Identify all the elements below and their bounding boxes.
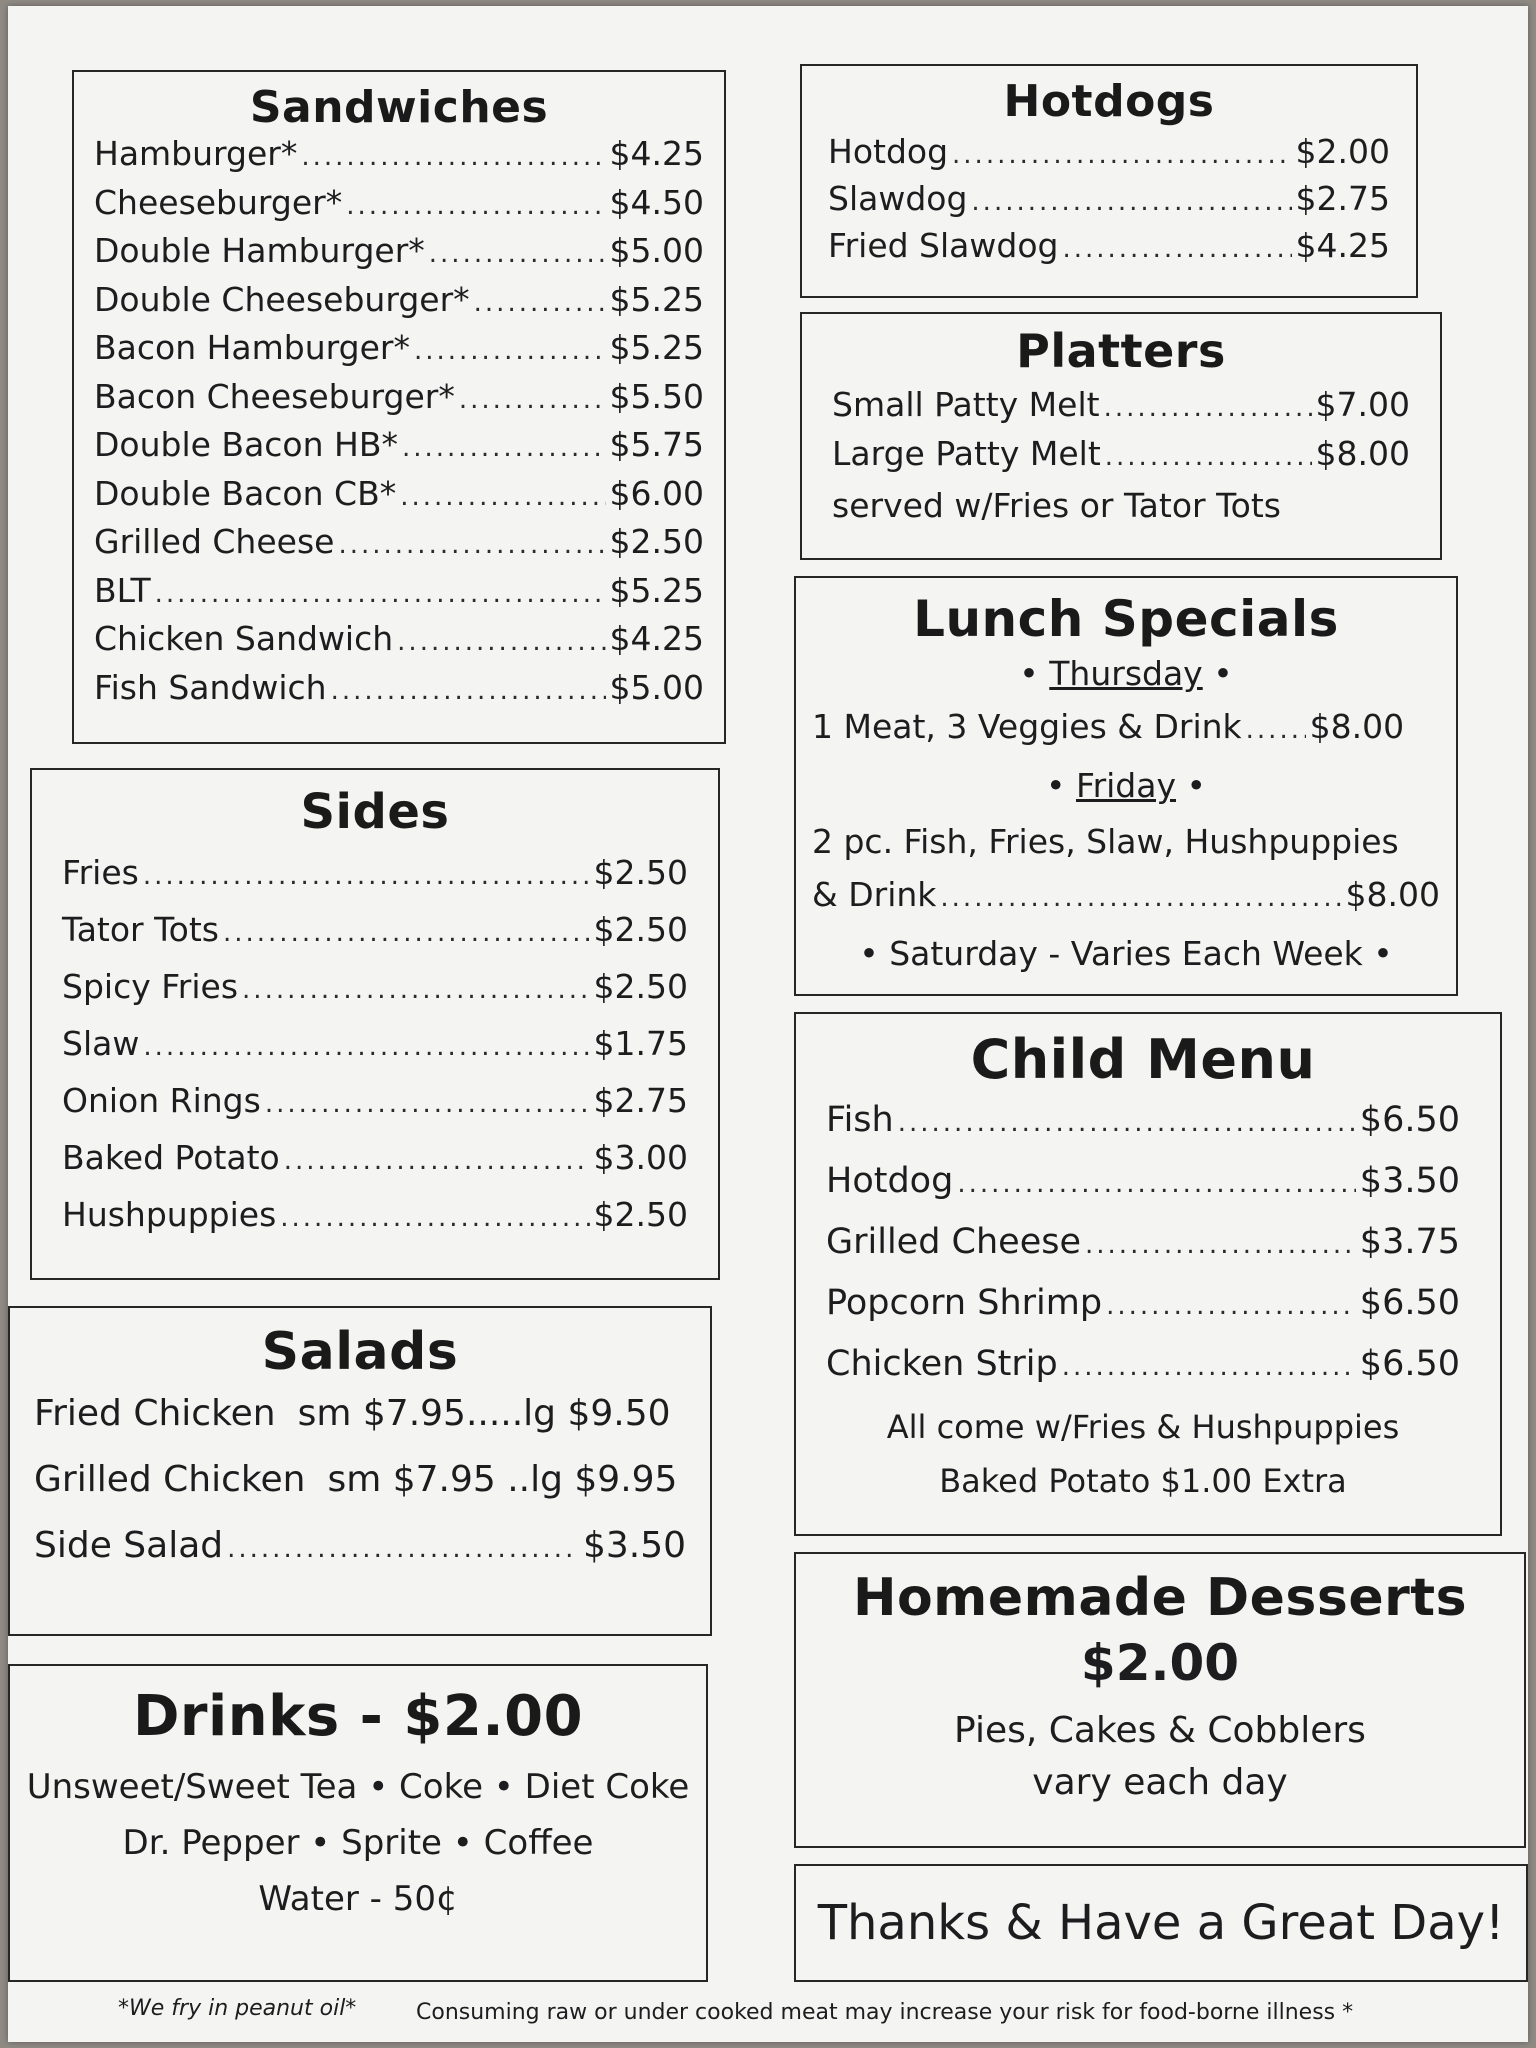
child-menu-section — [794, 1012, 1502, 1536]
thursday-label: Thursday — [1049, 654, 1203, 693]
thanks-section — [794, 1864, 1528, 1982]
drinks-line-1: Unsweet/Sweet Tea • Coke • Diet Coke — [26, 1767, 690, 1807]
child-menu-list — [826, 1100, 1460, 1408]
hotdogs-list — [828, 132, 1390, 276]
hotdogs-section — [800, 64, 1418, 298]
friday-special-line: 2 pc. Fish, Fries, Slaw, Hushpuppies — [812, 822, 1399, 861]
friday-label: Friday — [1075, 766, 1176, 805]
menu-item: Large Patty Melt ..... $8.00 — [832, 437, 1410, 486]
menu-item: Double Cheeseburger* ..... $5.25 — [94, 283, 704, 332]
menu-item: Chicken Strip ..... $6.50 — [826, 1347, 1460, 1408]
menu-item: Bacon Hamburger* ..... $5.25 — [94, 331, 704, 380]
desserts-line-2: vary each day — [1032, 1762, 1288, 1803]
thursday-special: 1 Meat, 3 Veggies & Drink ..... $8.00 — [812, 710, 1440, 766]
menu-item: Fries ..... $2.50 — [62, 856, 688, 913]
menu-item: Grilled Cheese ..... $3.75 — [826, 1225, 1460, 1286]
menu-item: Chicken Sandwich ..... $4.25 — [94, 622, 704, 671]
menu-item: Onion Rings ..... $2.75 — [62, 1084, 688, 1141]
thanks-message: Thanks & Have a Great Day! — [817, 1895, 1505, 1951]
child-menu-note-2: Baked Potato $1.00 Extra — [939, 1462, 1347, 1500]
drinks-line-3: Water - 50¢ — [258, 1879, 458, 1919]
menu-item: Side Salad ..... $3.50 — [34, 1528, 686, 1594]
child-menu-note-1: All come w/Fries & Hushpuppies — [886, 1408, 1400, 1446]
menu-item: Grilled Cheese ..... $2.50 — [94, 525, 704, 574]
sides-title: Sides — [300, 784, 450, 840]
menu-item: Fried Slawdog ..... $4.25 — [828, 229, 1390, 276]
menu-item: Fish Sandwich ..... $5.00 — [94, 671, 704, 720]
hotdogs-title: Hotdogs — [1003, 76, 1215, 127]
menu-item: Cheeseburger* ..... $4.50 — [94, 186, 704, 235]
menu-sheet — [8, 6, 1528, 2042]
salads-title: Salads — [261, 1322, 459, 1382]
drinks-line-2: Dr. Pepper • Sprite • Coffee — [122, 1823, 594, 1863]
menu-item: Small Patty Melt ..... $7.00 — [832, 388, 1410, 437]
platters-section — [800, 312, 1442, 560]
menu-item: Fried Chicken sm $7.95.....lg $9.50 — [34, 1393, 671, 1434]
menu-item: Double Bacon CB* ..... $6.00 — [94, 477, 704, 526]
sandwiches-section — [72, 70, 726, 744]
child-menu-title: Child Menu — [970, 1028, 1316, 1091]
menu-item: Hotdog ..... $3.50 — [826, 1164, 1460, 1225]
menu-item: Hamburger* ..... $4.25 — [94, 137, 704, 186]
menu-item: BLT ..... $5.25 — [94, 574, 704, 623]
friday-special: & Drink ..... $8.00 — [812, 878, 1440, 934]
sandwiches-title: Sandwiches — [249, 82, 549, 133]
menu-item: Tator Tots ..... $2.50 — [62, 913, 688, 970]
desserts-price: $2.00 — [1080, 1634, 1240, 1692]
desserts-section — [794, 1552, 1526, 1848]
salads-section — [8, 1306, 712, 1636]
lunch-specials-section — [794, 576, 1458, 996]
friday-heading: • Friday • — [1046, 766, 1206, 805]
platters-list — [832, 385, 1410, 535]
lunch-specials-title: Lunch Specials — [913, 590, 1339, 648]
menu-item: Bacon Cheeseburger* ..... $5.50 — [94, 380, 704, 429]
drinks-section — [8, 1664, 708, 1982]
menu-item: Double Hamburger* ..... $5.00 — [94, 234, 704, 283]
menu-item: Double Bacon HB* ..... $5.75 — [94, 428, 704, 477]
menu-item: Spicy Fries ..... $2.50 — [62, 970, 688, 1027]
drinks-title: Drinks - $2.00 — [132, 1684, 584, 1749]
saturday-special: • Saturday - Varies Each Week • — [859, 934, 1393, 973]
thursday-heading: • Thursday • — [1019, 654, 1233, 693]
menu-item: Hotdog ..... $2.00 — [828, 135, 1390, 182]
menu-item: Fish ..... $6.50 — [826, 1103, 1460, 1164]
salads-list — [34, 1393, 686, 1594]
sides-section — [30, 768, 720, 1280]
menu-item: Slawdog ..... $2.75 — [828, 182, 1390, 229]
menu-item: Grilled Chicken sm $7.95 ..lg $9.95 — [34, 1459, 678, 1500]
menu-item: Slaw ..... $1.75 — [62, 1027, 688, 1084]
sandwiches-list — [94, 134, 704, 719]
platters-note: served w/Fries or Tator Tots — [832, 486, 1281, 525]
desserts-title: Homemade Desserts — [852, 1568, 1468, 1628]
sides-list — [62, 853, 688, 1255]
menu-item: Baked Potato ..... $3.00 — [62, 1141, 688, 1198]
footer-peanut-oil-note: *We fry in peanut oil* — [118, 1996, 357, 2021]
menu-item: Popcorn Shrimp ..... $6.50 — [826, 1286, 1460, 1347]
desserts-line-1: Pies, Cakes & Cobblers — [954, 1710, 1366, 1751]
footer-food-safety-note: Consuming raw or under cooked meat may increase your risk for food-borne illness * — [416, 2000, 1354, 2025]
menu-item: Hushpuppies ..... $2.50 — [62, 1198, 688, 1255]
platters-title: Platters — [1016, 324, 1226, 378]
